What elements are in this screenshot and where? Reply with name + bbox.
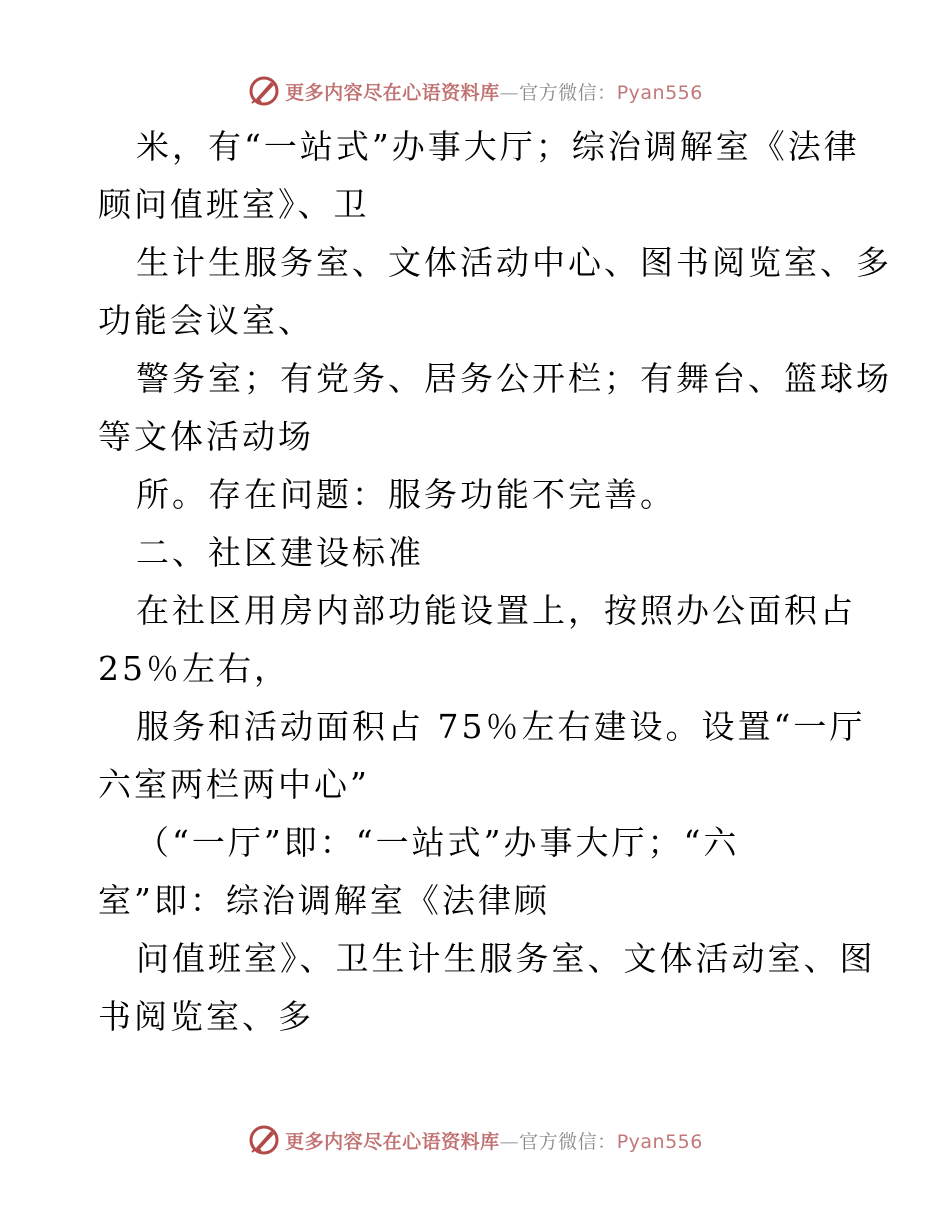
document-body	[98, 118, 892, 1046]
body-line-16: 书阅览室、多	[98, 997, 314, 1036]
body-line-12: 六室两栏两中心”	[98, 765, 370, 804]
footer-banner	[0, 1120, 950, 1160]
body-line-14: 室”即：综治调解室《法律顾	[98, 881, 550, 920]
body-line-6: 等文体活动场	[98, 417, 314, 456]
body-line-3: 生计生服务室、文体活动中心、图书阅览室、多	[136, 243, 892, 282]
body-line-2: 顾问值班室》、卫	[98, 185, 370, 224]
header-account: Pyan556	[616, 81, 703, 104]
body-line-15: 问值班室》、卫生计生服务室、文体活动室、图	[136, 939, 876, 978]
header-wechat-label: 官方微信：	[519, 81, 617, 104]
footer-brand: 更多内容尽在心语资料库	[285, 1130, 500, 1153]
header-brand: 更多内容尽在心语资料库	[285, 81, 500, 104]
body-line-4: 功能会议室、	[98, 301, 314, 340]
header-banner	[0, 71, 950, 111]
section-heading: 二、社区建设标准	[136, 533, 424, 572]
body-line-9: 在社区用房内部功能设置上，按照办公面积占	[136, 591, 856, 630]
body-line-1: 米，有“一站式”办事大厅；综治调解室《法律	[136, 127, 860, 166]
header-dash: —	[499, 81, 520, 104]
body-line-13: （“一厅”即：“一站式”办事大厅；“六	[136, 823, 740, 862]
footer-wechat-label: 官方微信：	[519, 1130, 617, 1153]
body-line-7: 所。存在问题：服务功能不完善。	[136, 475, 676, 514]
footer-banner-text	[285, 1127, 703, 1154]
pen-logo-icon	[247, 1123, 281, 1157]
body-line-10: 25％左右，	[98, 649, 290, 688]
pen-logo-icon	[247, 74, 281, 108]
footer-account: Pyan556	[616, 1130, 703, 1153]
body-line-11: 服务和活动面积占 75％左右建设。设置“一厅	[136, 707, 866, 746]
header-banner-text	[285, 78, 703, 105]
body-line-5: 警务室；有党务、居务公开栏；有舞台、篮球场	[136, 359, 892, 398]
footer-dash: —	[499, 1130, 520, 1153]
